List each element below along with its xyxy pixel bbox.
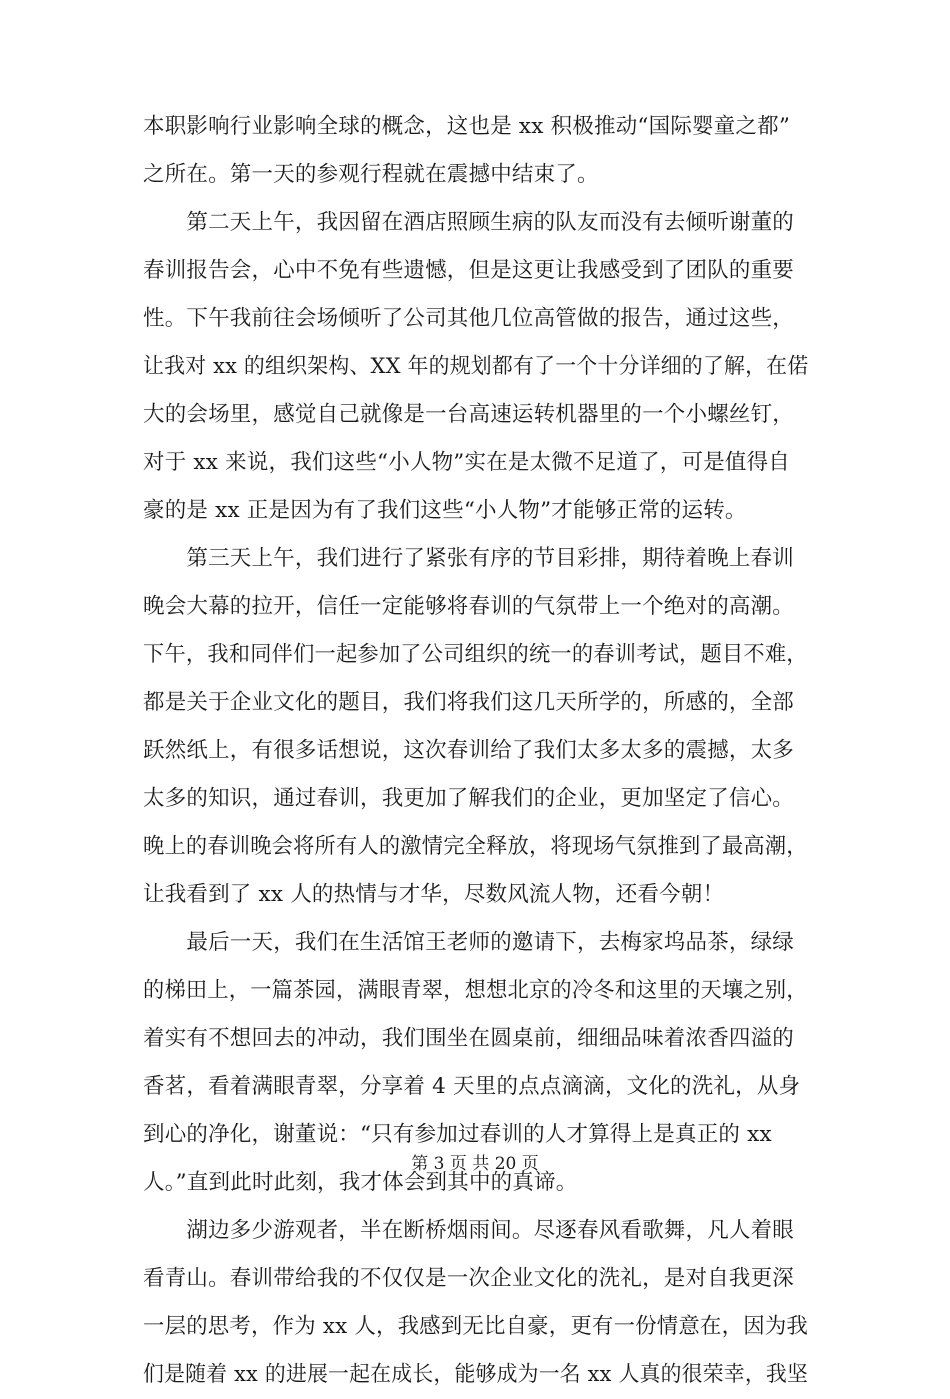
text-line: 一层的思考，作为 xx 人，我感到无比自豪，更有一份情意在，因为我: [143, 1314, 809, 1339]
page-footer: 第 3 页 共 20 页: [411, 1154, 539, 1174]
text-line: 看青山。春训带给我的不仅仅是一次企业文化的洗礼，是对自我更深: [143, 1266, 795, 1291]
text-line: 对于 xx 来说，我们这些“小人物”实在是太微不足道了，可是值得自: [143, 450, 791, 475]
text-line: 之所在。第一天的参观行程就在震撼中结束了。: [143, 162, 599, 187]
text-line: 到心的净化，谢董说：“只有参加过春训的人才算得上是真正的 xx: [143, 1122, 772, 1147]
text-line: 最后一天，我们在生活馆王老师的邀请下，去梅家坞品茶，绿绿: [143, 930, 795, 955]
text-line: 下午，我和同伴们一起参加了公司组织的统一的春训考试，题目不难，: [143, 642, 808, 667]
text-line: 都是关于企业文化的题目，我们将我们这几天所学的，所感的，全部: [143, 690, 795, 715]
text-line: 豪的是 xx 正是因为有了我们这些“小人物”才能够正常的运转。: [143, 498, 747, 523]
text-line: 晚会大幕的拉开，信任一定能够将春训的气氛带上一个绝对的高潮。: [143, 594, 795, 619]
text-line: 本职影响行业影响全球的概念，这也是 xx 积极推动“国际婴童之都”: [143, 114, 791, 139]
text-line: 大的会场里，感觉自己就像是一台高速运转机器里的一个小螺丝钉，: [143, 402, 795, 427]
text-line: 的梯田上，一篇茶园，满眼青翠，想想北京的冷冬和这里的天壤之别，: [143, 978, 808, 1003]
text-line: 晚上的春训晚会将所有人的激情完全释放，将现场气氛推到了最高潮，: [143, 834, 808, 859]
text-line: 香茗，看着满眼青翠，分享着 4 天里的点点滴滴，文化的洗礼，从身: [143, 1074, 801, 1099]
text-line: 湖边多少游观者，半在断桥烟雨间。尽逐春风看歌舞，凡人着眼: [143, 1218, 795, 1243]
text-line: 们是随着 xx 的进展一起在成长，能够成为一名 xx 人真的很荣幸，我坚: [143, 1362, 809, 1387]
text-line: 春训报告会，心中不免有些遗憾，但是这更让我感受到了团队的重要: [143, 258, 795, 283]
text-line: 人。”直到此时此刻，我才体会到其中的真谛。: [143, 1170, 578, 1195]
text-line: 第三天上午，我们进行了紧张有序的节目彩排，期待着晚上春训: [143, 546, 795, 571]
text-line: 着实有不想回去的冲动，我们围坐在圆桌前，细细品味着浓香四溢的: [143, 1026, 795, 1051]
text-line: 让我看到了 xx 人的热情与才华，尽数风流人物，还看今朝！: [143, 882, 725, 907]
text-line: 第二天上午，我因留在酒店照顾生病的队友而没有去倾听谢董的: [143, 210, 795, 235]
text-line: 跃然纸上，有很多话想说，这次春训给了我们太多太多的震撼，太多: [143, 738, 795, 763]
text-line: 让我对 xx 的组织架构、XX 年的规划都有了一个十分详细的了解，在偌: [143, 354, 809, 379]
document-body: [143, 103, 808, 1399]
text-line: 性。下午我前往会场倾听了公司其他几位高管做的报告，通过这些，: [143, 306, 795, 331]
text-line: 太多的知识，通过春训，我更加了解我们的企业，更加坚定了信心。: [143, 786, 795, 811]
